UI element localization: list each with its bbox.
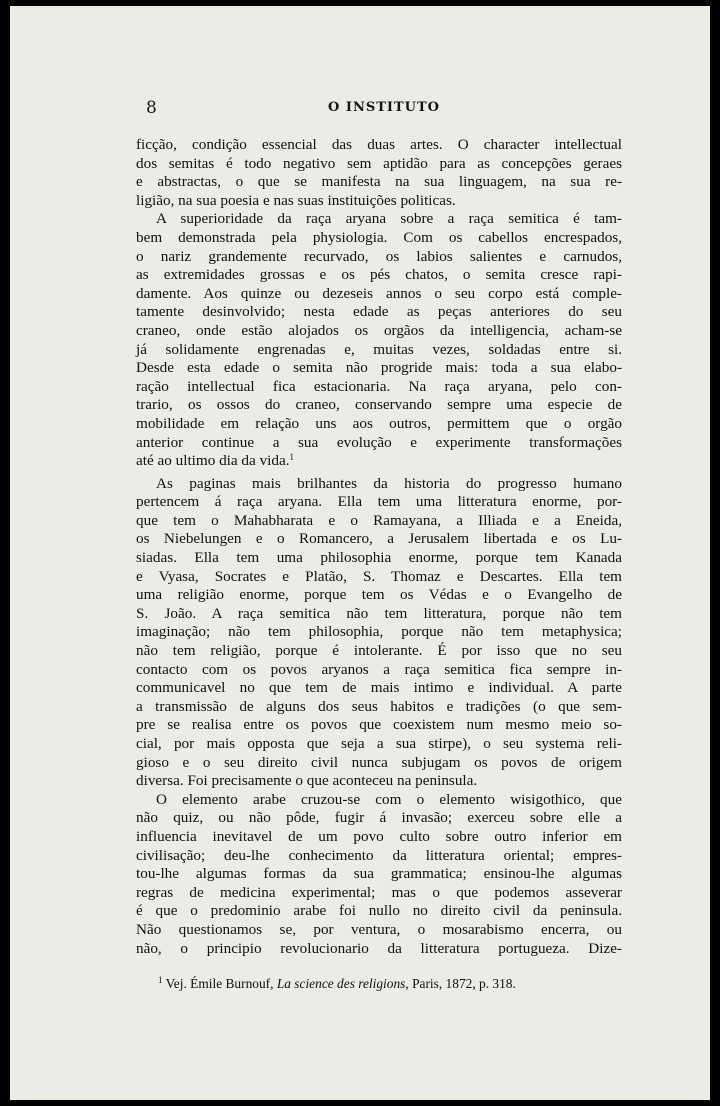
footnote-citation: , Paris, 1872, p. 318. — [405, 976, 516, 991]
text-line: ração intellectual fica estacionaria. Na raça aryana, pelo con- — [136, 377, 622, 395]
text-line: a transmissão de alguns dos seus habitos e tradições (o que sem- — [136, 697, 622, 715]
text-line: uma religião enorme, porque tem os Védas e o Evangelho de — [136, 586, 622, 604]
text-line: contacto com os povos aryanos a raça semitica fica sempre in- — [136, 660, 622, 678]
text-line: regras de medicina experimental; mas o que podemos asseverar — [136, 883, 622, 901]
body-text — [136, 136, 622, 958]
text-line: Não questionamos se, por ventura, o mosarabismo encerra, ou — [136, 920, 622, 938]
paragraph-2 — [136, 210, 622, 470]
text-line: ligião, na sua poesia e nas suas instituições politicas. — [136, 191, 456, 209]
text-line — [136, 452, 622, 471]
footnote-ref[interactable]: 1 — [289, 452, 295, 463]
text-line: é que o predominio arabe foi nullo no direito civil da peninsula. — [136, 902, 622, 920]
text-line: craneo, onde estão alojados os orgãos da intelligencia, acham-se — [136, 321, 622, 339]
paragraph-4 — [136, 791, 622, 958]
text-line: dos semitas é todo negativo sem aptidão para as concepções geraes — [136, 154, 622, 172]
running-title: O INSTITUTO — [328, 100, 440, 115]
text-line: não quiz, ou não pôde, fugir á invasão; exerceu sobre elle a — [136, 809, 622, 827]
text-line: S. João. A raça semitica não tem litteratura, porque não tem — [136, 604, 622, 622]
text-line: pre se realisa entre os povos que coexistem num mesmo meio so- — [136, 716, 622, 734]
text-line: O elemento arabe cruzou-se com o elemento wisigothico, que — [156, 790, 622, 808]
page-header — [146, 98, 622, 118]
text-line: pertencem á raça aryana. Ella tem uma litteratura enorme, por- — [136, 493, 622, 511]
text-line: que tem o Mahabharata e o Ramayana, a Illiada e a Eneida, — [136, 511, 622, 529]
text-line: o nariz grandemente recurvado, os labios salientes e carnudos, — [136, 247, 622, 265]
text-line: As paginas mais brilhantes da historia do progresso humano — [156, 474, 622, 492]
text-line: tou-lhe algumas formas da sua grammatica; ensinou-lhe algumas — [136, 865, 622, 883]
footnote-text: Vej. Émile Burnouf, — [165, 976, 277, 991]
text-line: anterior continue a sua evolução e experimente transformações — [136, 433, 622, 451]
text-line: e Vyasa, Socrates e Platão, S. Thomaz e Descartes. Ella tem — [136, 567, 622, 585]
book-page — [10, 6, 710, 1100]
text-line: tamente desinvolvido; nesta edade as peças anteriores do seu — [136, 303, 622, 321]
text-line: não, o principio revolucionario da litteratura portugueza. Dize- — [136, 939, 622, 957]
text-line: já solidamente engrenadas e, muitas vezes, soldadas entre si. — [136, 340, 622, 358]
text-line: imaginação; não tem philosophia, porque não tem metaphysica; — [136, 623, 622, 641]
text-line: cial, por mais opposta que seja a sua stirpe), o seu systema reli- — [136, 735, 622, 752]
text-line-content: até ao ultimo dia da vida. — [136, 452, 290, 470]
text-line: os Niebelungen e o Romancero, a Jerusalem libertada e os Lu- — [136, 530, 622, 548]
footnote — [158, 976, 628, 992]
page-number: 8 — [146, 98, 157, 118]
text-line: mobilidade em relação uns aos outros, permittem que o orgão — [136, 414, 622, 432]
text-line: damente. Aos quinze ou dezeseis annos o seu corpo está comple- — [136, 284, 622, 302]
text-line: ficção, condição essencial das duas artes. O character intellectual — [136, 136, 622, 153]
text-line: civilisação; deu-lhe conhecimento da litteratura oriental; empres- — [136, 846, 622, 864]
text-line: influencia inevitavel de um povo culto sobre outro inferior em — [136, 827, 622, 845]
paragraph-1 — [136, 136, 622, 210]
text-line: bem demonstrada pela physiologia. Com os cabellos encrespados, — [136, 228, 622, 246]
footnote-marker: 1 — [158, 975, 163, 985]
text-line: siadas. Ella tem uma philosophia enorme, porque tem Kanada — [136, 549, 622, 567]
text-line: não tem religião, porque é intolerante. É por isso que no seu — [136, 642, 622, 660]
text-line: A superioridade da raça aryana sobre a raça semitica é tam- — [156, 210, 622, 228]
text-line: gioso e o seu direito civil nunca subjugam os povos de origem — [136, 753, 622, 771]
text-line: diversa. Foi precisamente o que aconteceu na peninsula. — [136, 772, 478, 790]
footnote-title: La science des religions — [276, 976, 406, 991]
text-line: communicavel no que tem de mais intimo e individual. A parte — [136, 679, 622, 697]
text-line: Desde esta edade o semita não progride mais: toda a sua elabo- — [136, 359, 622, 377]
text-line: trario, os ossos do craneo, conservando sempre uma especie de — [136, 396, 622, 414]
text-line: e abstractas, o que se manifesta na sua linguagem, na sua re- — [136, 173, 622, 191]
paragraph-3 — [136, 475, 622, 791]
text-line: as extremidades grossas e os pés chatos, o semita cresce rapi- — [136, 266, 622, 284]
